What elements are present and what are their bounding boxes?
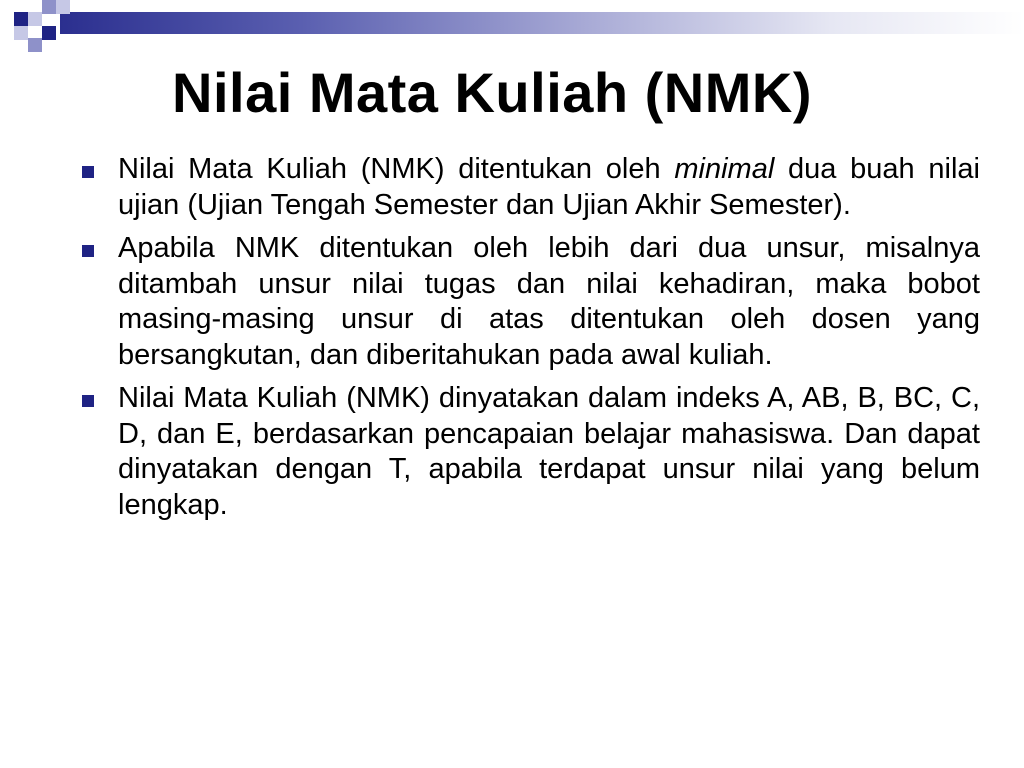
header-square-4 [56, 0, 70, 14]
bullet-1-text-start: Nilai Mata Kuliah (NMK) ditentukan oleh [118, 153, 675, 185]
bullet-list [80, 152, 980, 531]
header-square-1 [14, 12, 28, 26]
header-decoration [0, 0, 1024, 48]
header-square-2 [28, 12, 42, 26]
bullet-1-text-end: dua buah nilai ujian (Ujian Tengah Semester dan Ujian Akhir Semester). [118, 153, 980, 221]
header-square-3 [42, 0, 56, 14]
header-gradient-bar [60, 12, 1024, 34]
bullet-item-2 [80, 231, 980, 373]
square-bullet-icon [82, 245, 94, 257]
bullet-3-text: Nilai Mata Kuliah (NMK) dinyatakan dalam indeks A, AB, B, BC, C, D, dan E, berdasarkan pencapaian belajar mahasiswa. Dan dapat dinyatakan dengan T, apabila terdapat unsur nilai yang belum lengkap. [118, 382, 980, 521]
header-square-7 [28, 38, 42, 52]
bullet-item-3 [80, 381, 980, 523]
header-square-6 [42, 26, 56, 40]
header-square-5 [14, 26, 28, 40]
square-bullet-icon [82, 395, 94, 407]
bullet-1-emphasis: minimal [674, 153, 775, 185]
square-bullet-icon [82, 166, 94, 178]
bullet-2-text: Apabila NMK ditentukan oleh lebih dari dua unsur, misalnya ditambah unsur nilai tugas dan nilai kehadiran, maka bobot masing-masing unsur di atas ditentukan oleh dosen yang bersangkutan, dan diberitahukan pada awal kuliah. [118, 232, 980, 371]
bullet-item-1 [80, 152, 980, 223]
slide-title: Nilai Mata Kuliah (NMK) [172, 61, 812, 124]
